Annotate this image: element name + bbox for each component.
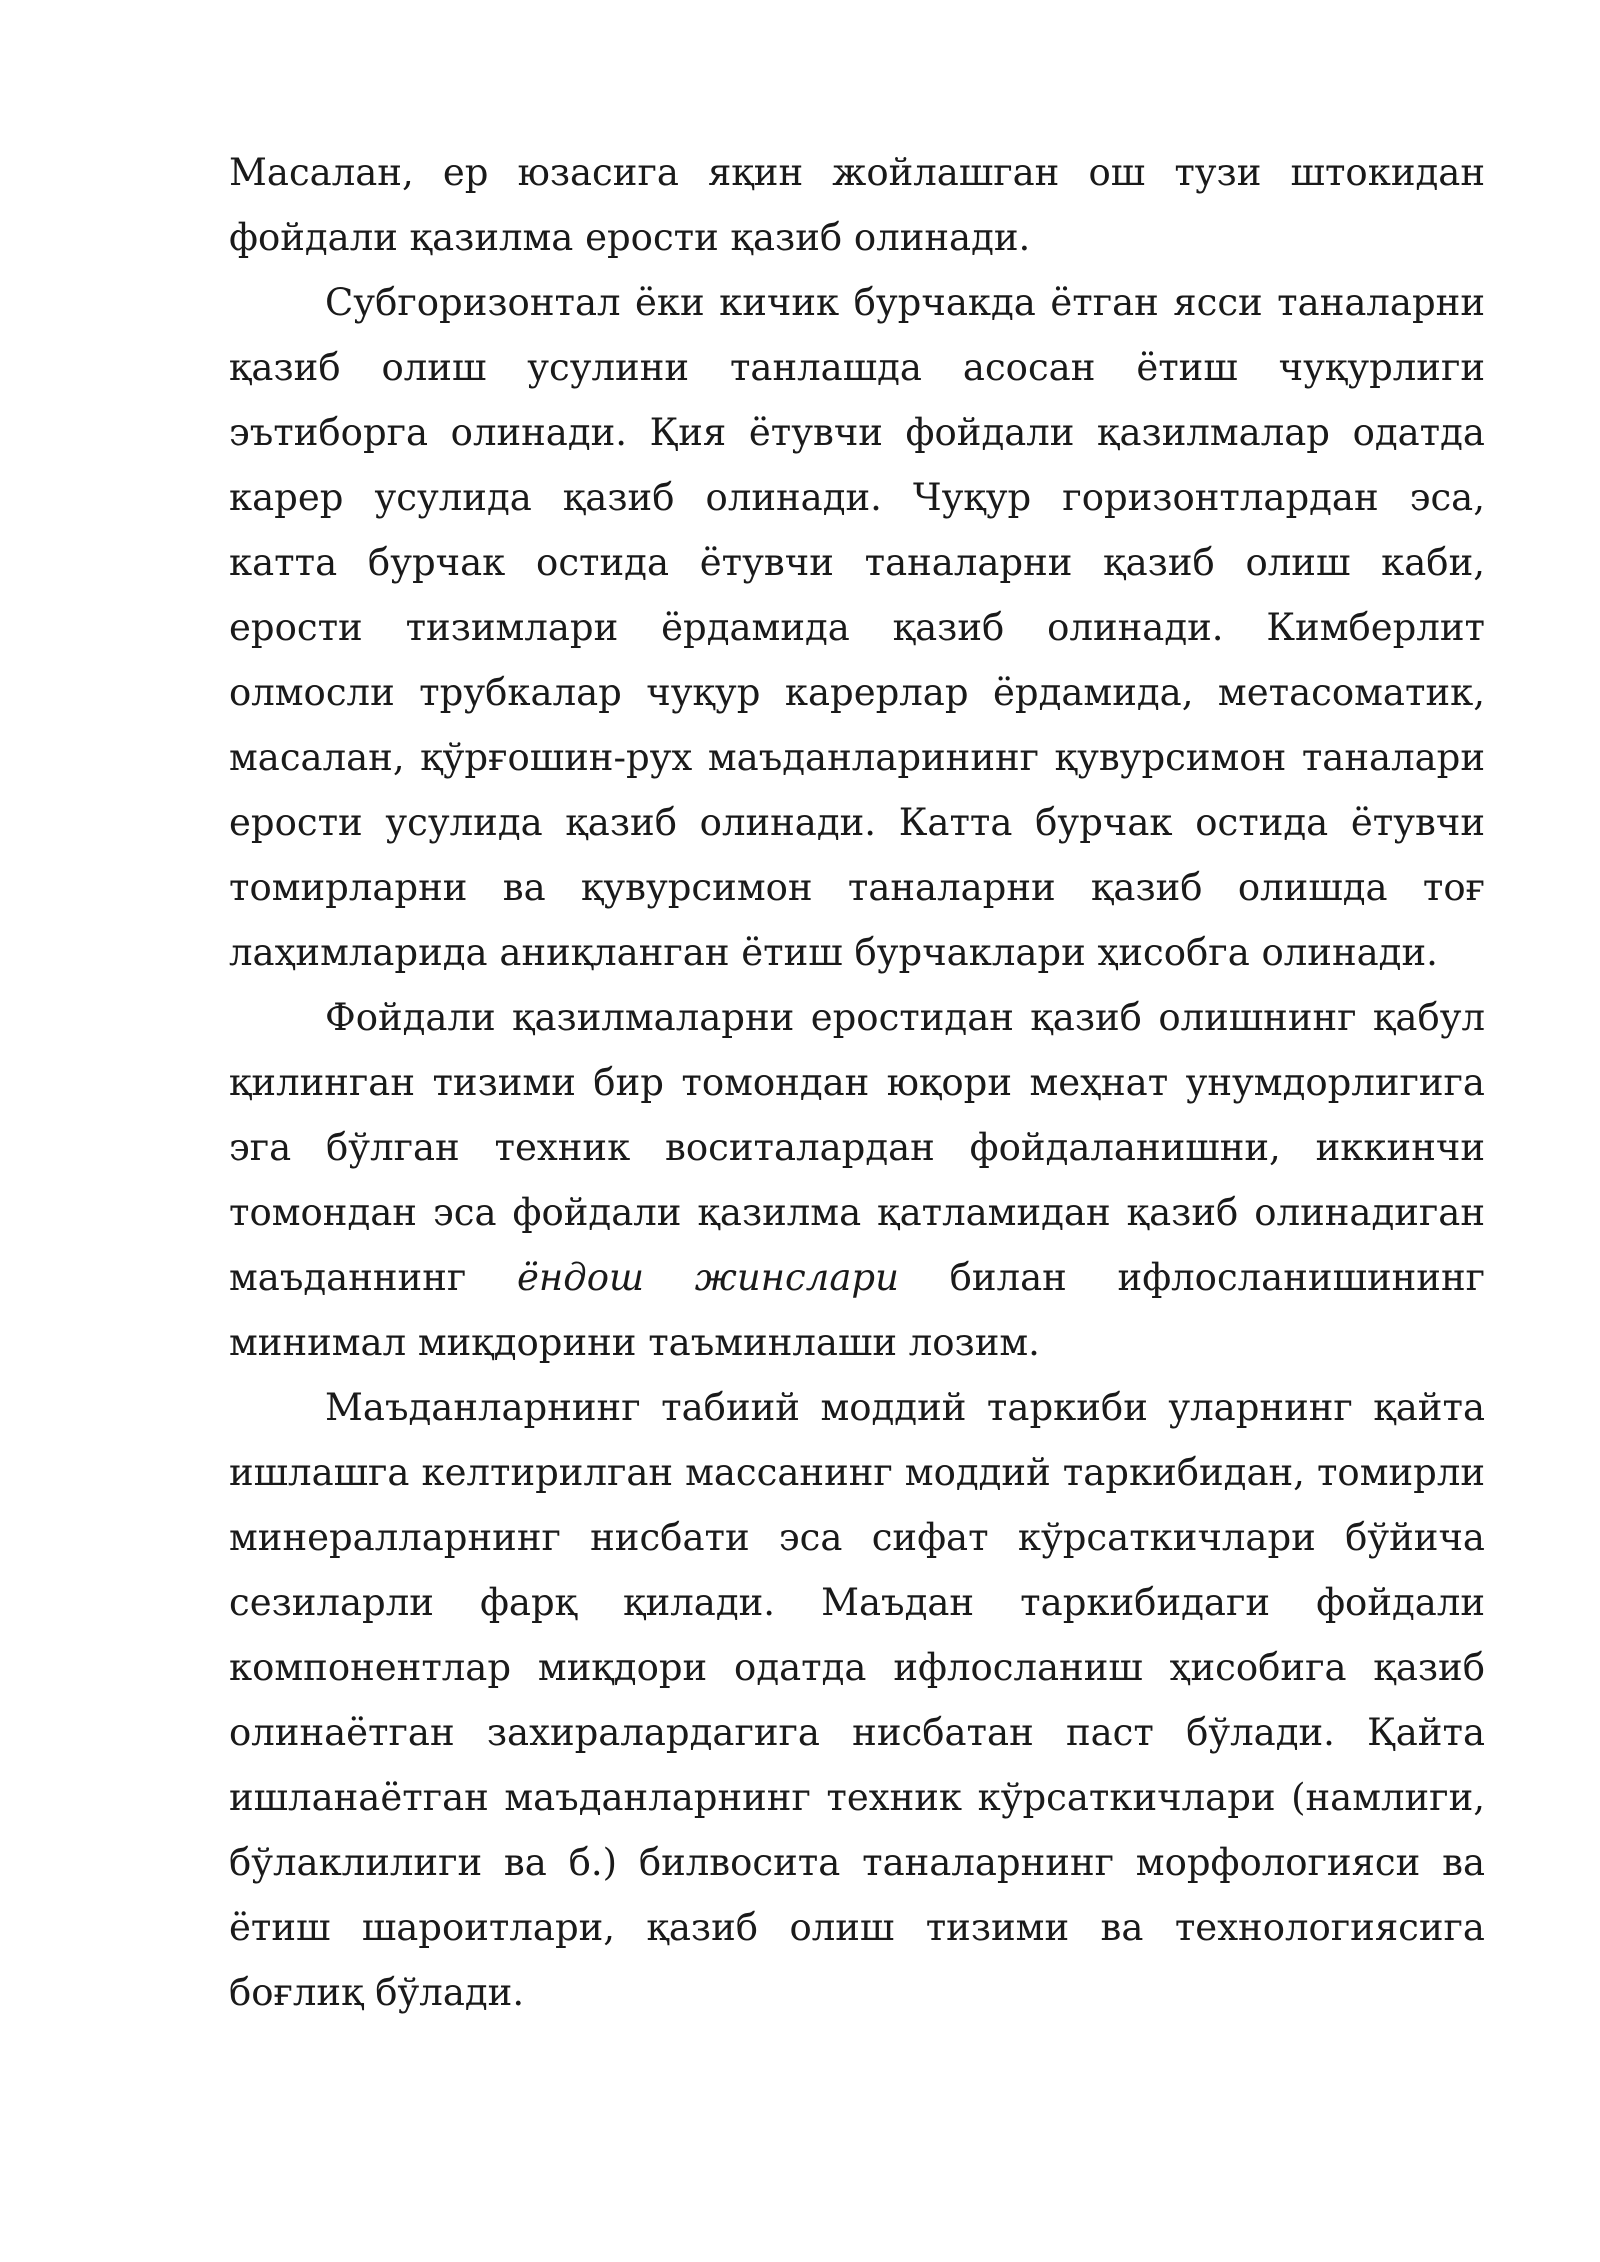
italic-term: ёндош жинслари: [517, 1256, 899, 1299]
paragraph-3: [229, 985, 1485, 1375]
paragraph-4: Маъданларнинг табиий моддий таркиби уларнинг қайта ишлашга келтирилган массанинг моддий таркибидан, томирли минералларнинг нисбати эса сифат кўрсаткичлари бўйича сезиларли фарқ қилади. Маъдан таркибидаги фойдали компонентлар миқдори одатда ифлосланиш ҳисобига қазиб олинаётган захиралардагига нисбатан паст бўлади. Қайта ишланаётган маъданларнинг техник кўрсаткичлари (намлиги, бўлаклилиги ва б.) билвосита таналарнинг морфологияси ва ётиш шароитлари, қазиб олиш тизими ва технологиясига боғлиқ бўлади.: [229, 1386, 1485, 2014]
paragraph-1: Масалан, ер юзасига яқин жойлашган ош тузи штокидан фойдали қазилма ерости қазиб олинади.: [229, 151, 1485, 259]
document-body: [229, 140, 1485, 2025]
paragraph-2: Субгоризонтал ёки кичик бурчакда ётган ясси таналарни қазиб олиш усулини танлашда асосан ётиш чуқурлиги эътиборга олинади. Қия ётувчи фойдали қазилмалар одатда карер усулида қазиб олинади. Чуқур горизонтлардан эса, катта бурчак остида ётувчи таналарни қазиб олиш каби, ерости тизимлари ёрдамида қазиб олинади. Кимберлит олмосли трубкалар чуқур карерлар ёрдамида, метасоматик, масалан, қўрғошин-рух маъданларининг қувурсимон таналари ерости усулида қазиб олинади. Катта бурчак остида ётувчи томирларни ва қувурсимон таналарни қазиб олишда тоғ лаҳимларида аниқланган ётиш бурчаклари ҳисобга олинади.: [229, 281, 1485, 974]
paragraph-3-text-before: Фойдали қазилмаларни еростидан қазиб олишнинг қабул қилинган тизими бир томондан юқори меҳнат унумдорлигига эга бўлган техник воситалардан фойдаланишни, иккинчи томондан эса фойдали қазилма қатламидан қазиб олинадиган маъданнинг: [229, 996, 1485, 1299]
paragraph-3-text-after: билан ифлосланишининг минимал миқдорини таъминлаши лозим.: [229, 1256, 1485, 1364]
